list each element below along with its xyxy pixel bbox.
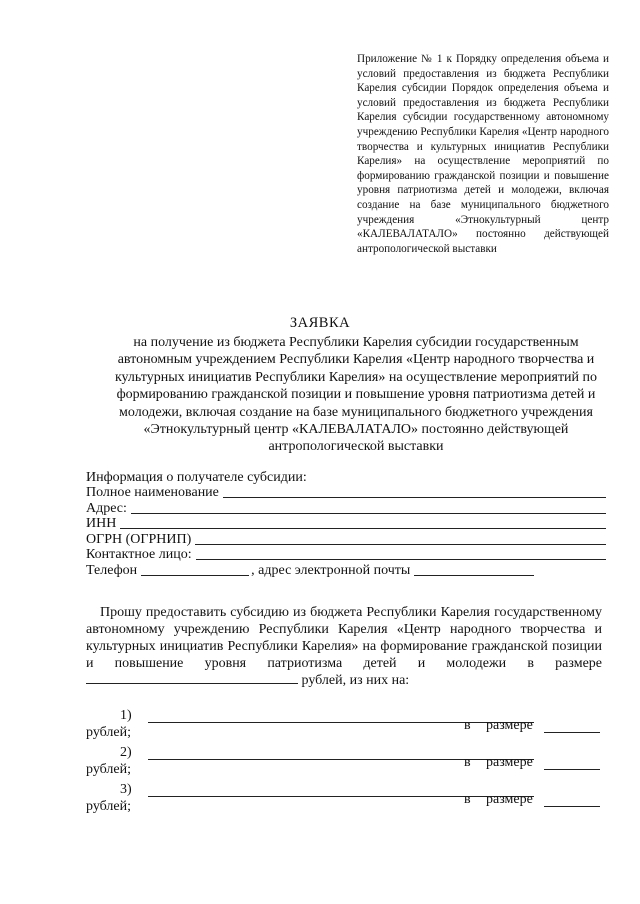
item-amount-field[interactable] <box>544 732 600 733</box>
document-title: ЗАЯВКА <box>289 315 351 331</box>
request-paragraph <box>86 604 602 689</box>
contact-label: Контактное лицо: <box>86 547 192 562</box>
item-rubles: рублей; <box>86 799 131 814</box>
ogrn-row <box>86 532 606 548</box>
list-item <box>86 782 606 819</box>
item-number: 3) <box>120 782 132 797</box>
email-field[interactable] <box>414 575 534 576</box>
info-heading-row <box>86 470 606 486</box>
address-row <box>86 501 606 517</box>
item-number: 1) <box>120 708 132 723</box>
item-size-word: размере <box>486 755 533 770</box>
document-subtitle: на получение из бюджета Республики Карелия субсидии государственным автономным учреждением Республики Карелия «Центр народного творчества и культурных инициатив Республики Карелия» на осуществление мероприятий по формированию гражданской позиции и повышение уровня патриотизма детей и молодежи, включая создание на базе муниципального бюджетного учреждения «Этнокультурный центр «КАЛЕВАЛАТАЛО» постоянно действующей антропологической выставки <box>114 335 598 455</box>
inn-label: ИНН <box>86 516 117 531</box>
item-in-word: в <box>464 792 471 807</box>
item-purpose-field[interactable] <box>148 759 534 760</box>
item-purpose-field[interactable] <box>148 796 534 797</box>
item-rubles: рублей; <box>86 762 131 777</box>
request-text: Прошу предоставить субсидию из бюджета Республики Карелия государственному автономному учреждению Республики Карелия «Центр народного творчества и культурных инициатив Республики Карелия» на формирование гражданской позиции и повышение уровня патриотизма детей и молодежи в размере <box>86 605 602 671</box>
full-name-field[interactable] <box>223 497 606 498</box>
info-heading: Информация о получателе субсидии: <box>86 469 307 485</box>
full-name-row <box>86 486 606 502</box>
appendix-note: Приложение № 1 к Порядку определения объема и условий предоставления из бюджета Республики Карелия субсидии Порядок определения объема и условий предоставления из бюджета Республики Карелия субсидии государственному автономному учреждению Республики Карелия «Центр народного творчества и культурных инициатив Республики Карелия» на осуществление мероприятий по формированию гражданской позиции и повышение уровня патриотизма детей и молодежи, включая создание на базе муниципального бюджетного учреждения «Этнокультурный центр «КАЛЕВАЛАТАЛО» постоянно действующей антропологической выставки <box>357 53 609 255</box>
address-label: Адрес: <box>86 500 127 516</box>
item-size-word: размере <box>486 718 533 733</box>
inn-field[interactable] <box>120 528 606 529</box>
list-item <box>86 708 606 745</box>
item-number: 2) <box>120 745 132 760</box>
inn-row <box>86 517 606 533</box>
item-in-word: в <box>464 718 471 733</box>
email-label: , адрес электронной почты <box>251 562 411 578</box>
address-field[interactable] <box>131 513 606 514</box>
phone-label: Телефон <box>86 562 138 578</box>
ogrn-label: ОГРН (ОГРНИП) <box>86 531 192 547</box>
items-list <box>86 708 606 819</box>
ogrn-field[interactable] <box>195 544 606 545</box>
item-purpose-field[interactable] <box>148 722 534 723</box>
phone-field[interactable] <box>141 575 249 576</box>
phone-row <box>86 563 606 579</box>
item-size-word: размере <box>486 792 533 807</box>
list-item <box>86 745 606 782</box>
item-rubles: рублей; <box>86 725 131 740</box>
item-in-word: в <box>464 755 471 770</box>
item-amount-field[interactable] <box>544 806 600 807</box>
item-amount-field[interactable] <box>544 769 600 770</box>
contact-row <box>86 548 606 564</box>
contact-field[interactable] <box>196 559 606 560</box>
recipient-info <box>86 470 606 579</box>
request-tail: рублей, из них на: <box>301 673 410 688</box>
amount-field[interactable] <box>86 672 298 684</box>
full-name-label: Полное наименование <box>86 485 219 500</box>
